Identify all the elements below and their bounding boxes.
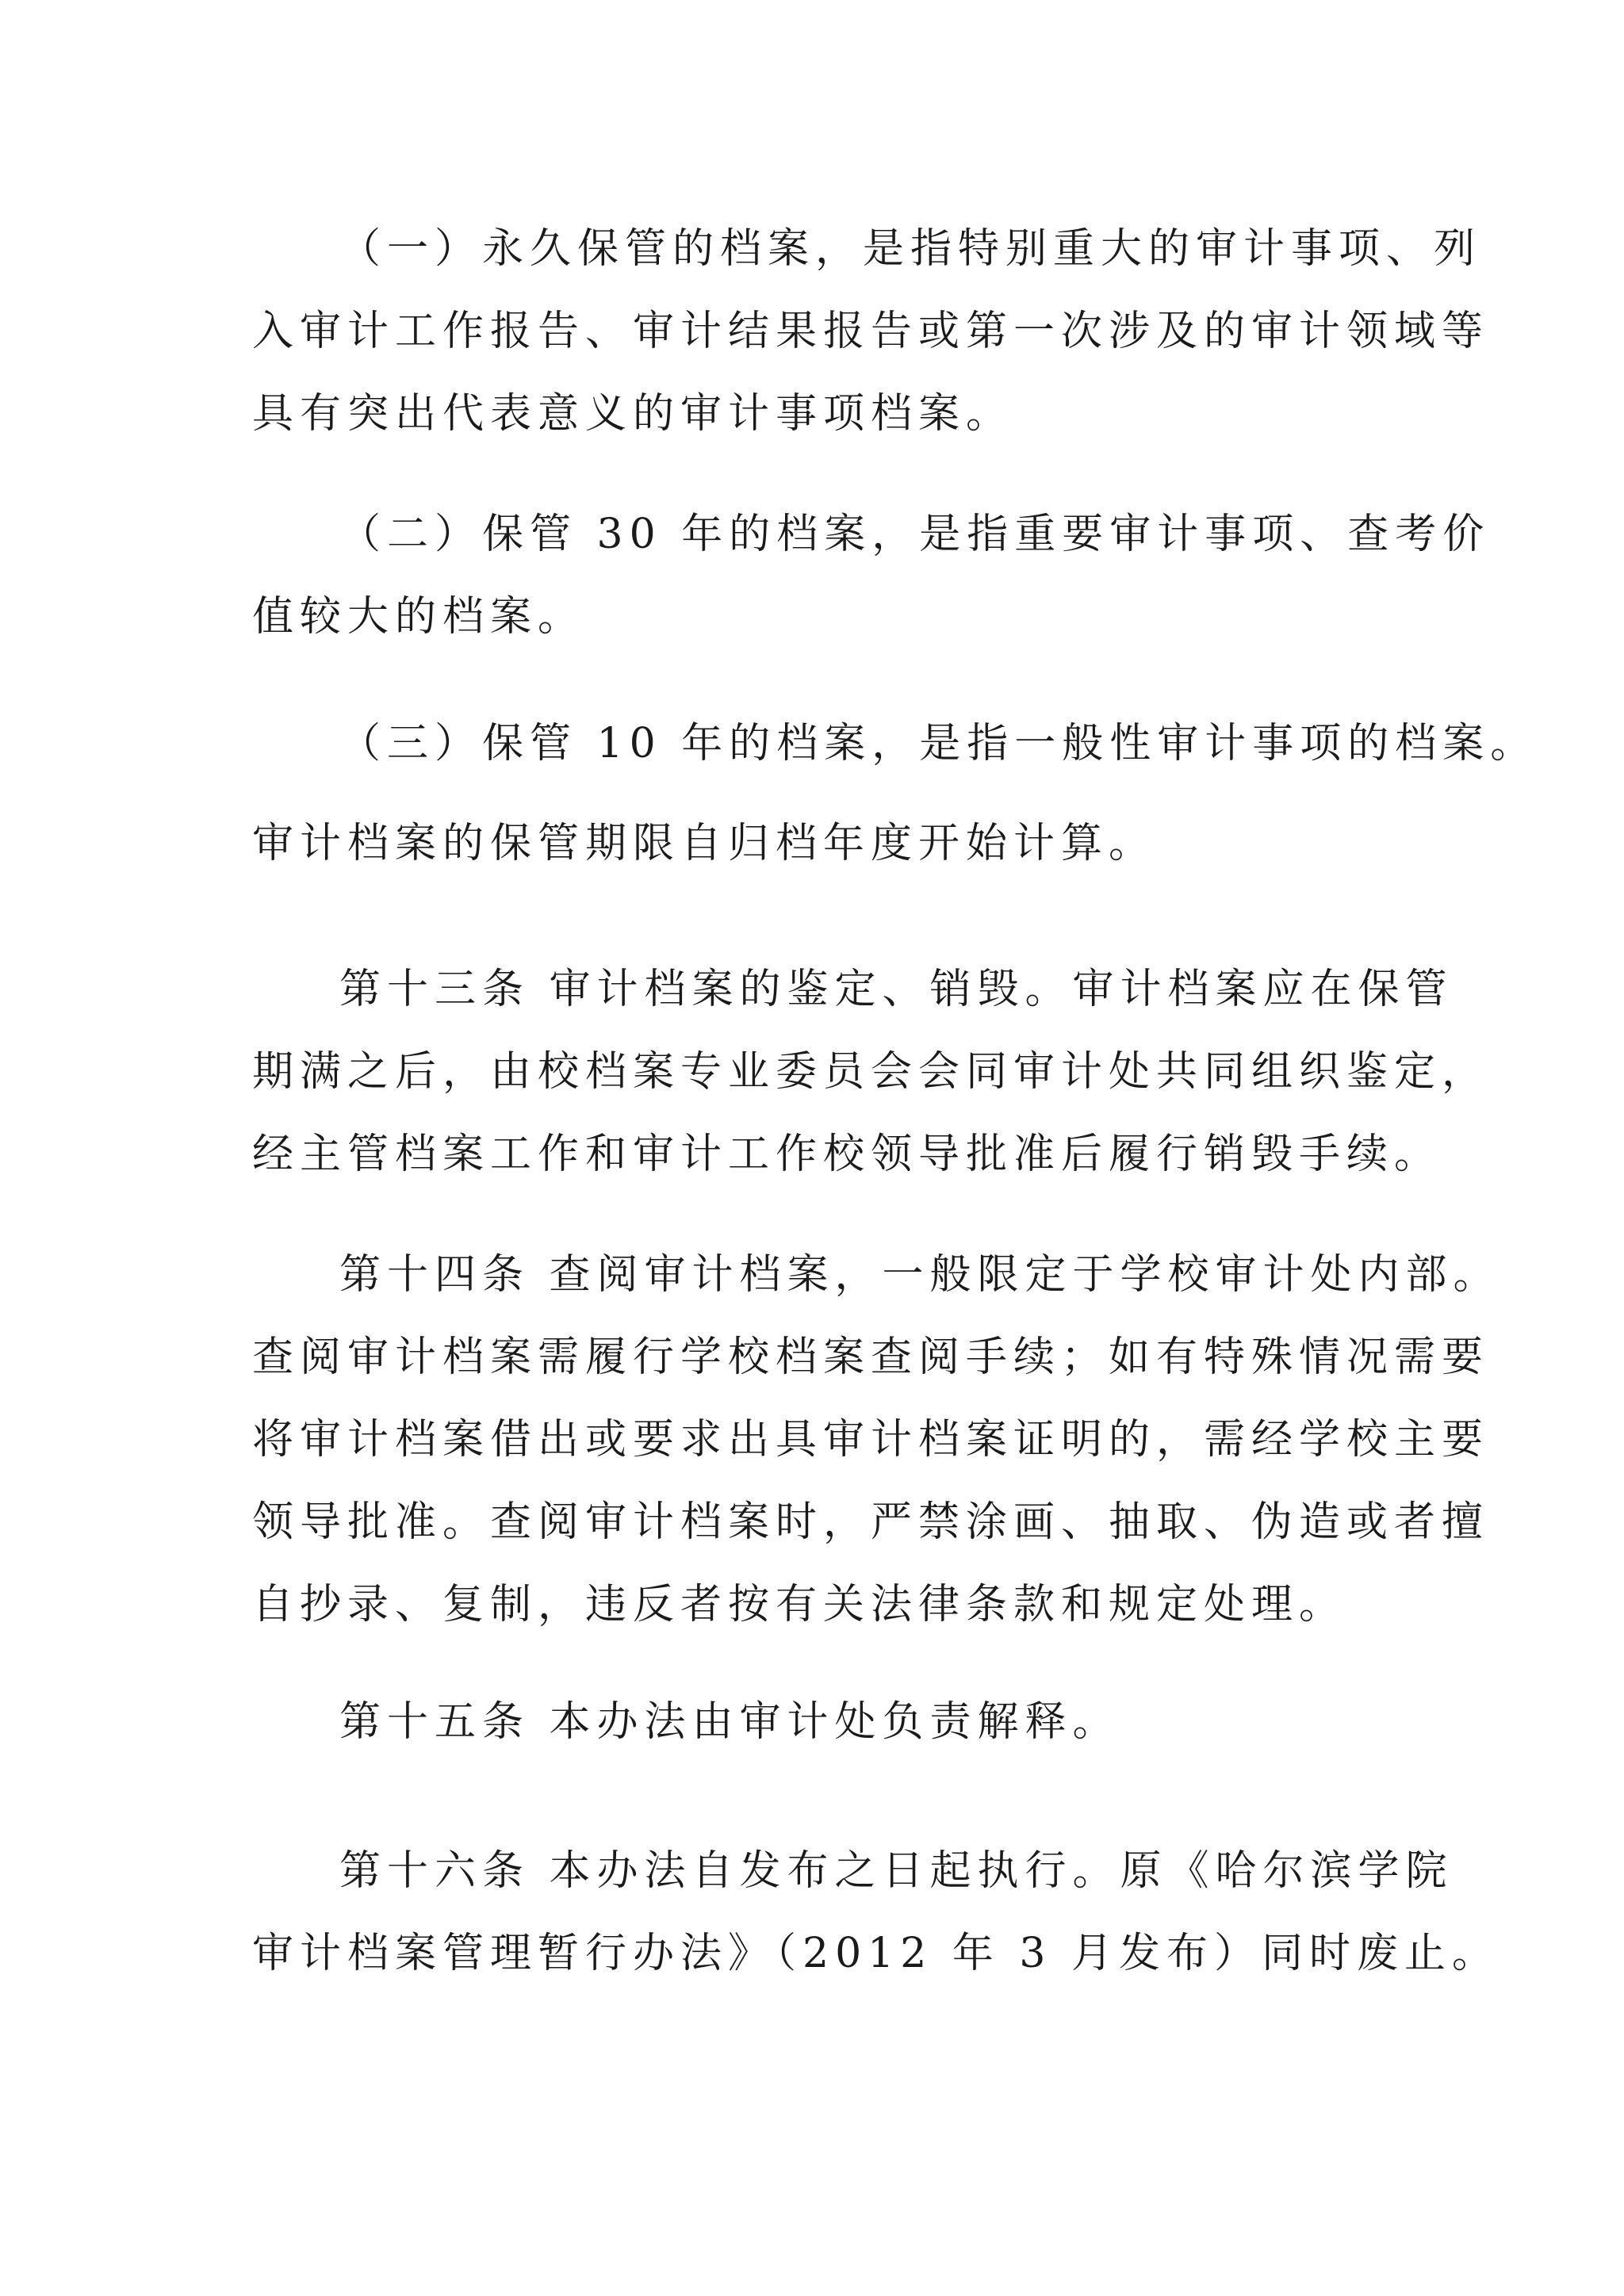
paragraph-line: 将审计档案借出或要求出具审计档案证明的，需经学校主要 (252, 1416, 1490, 1464)
paragraph-line: 值较大的档案。 (252, 593, 586, 641)
paragraph-line: 第十三条 审计档案的鉴定、销毁。审计档案应在保管 (339, 966, 1454, 1013)
paragraph-line: 期满之后，由校档案专业委员会会同审计处共同组织鉴定， (252, 1048, 1490, 1096)
paragraph-line: 第十五条 本办法由审计处负责解释。 (339, 1698, 1120, 1746)
paragraph-line: 自抄录、复制，违反者按有关法律条款和规定处理。 (252, 1581, 1347, 1628)
paragraph-1 (252, 208, 1490, 455)
paragraph-line: （一）永久保管的档案，是指特别重大的审计事项、列 (339, 225, 1482, 273)
paragraph-line: 审计档案管理暂行办法》（2012 年 3 月发布）同时废止。 (252, 1930, 1500, 1977)
paragraph-line: 具有突出代表意义的审计事项档案。 (252, 390, 1014, 438)
paragraph-line: （二）保管 30 年的档案，是指重要审计事项、查考价 (339, 511, 1491, 558)
paragraph-line: 入审计工作报告、审计结果报告或第一次涉及的审计领域等 (252, 308, 1490, 355)
paragraph-line: 第十六条 本办法自发布之日起执行。原《哈尔滨学院 (339, 1847, 1454, 1895)
paragraph-4 (252, 948, 1490, 1196)
paragraph-line: 经主管档案工作和审计工作校领导批准后履行销毁手续。 (252, 1131, 1442, 1178)
paragraph-7 (252, 1830, 1500, 1995)
paragraph-line: 第十四条 查阅审计档案，一般限定于学校审计处内部。 (339, 1251, 1501, 1299)
paragraph-line: （三）保管 10 年的档案，是指一般性审计事项的档案。 (339, 720, 1538, 767)
paragraph-6 (252, 1681, 1378, 1763)
paragraph-line: 查阅审计档案需履行学校档案查阅手续；如有特殊情况需要 (252, 1334, 1490, 1381)
paragraph-line: 领导批准。查阅审计档案时，严禁涂画、抽取、伪造或者擅 (252, 1498, 1490, 1546)
paragraph-2 (252, 493, 1491, 658)
paragraph-5 (252, 1234, 1501, 1646)
paragraph-line: 审计档案的保管期限自归档年度开始计算。 (252, 820, 1157, 867)
paragraph-3 (252, 702, 1538, 885)
